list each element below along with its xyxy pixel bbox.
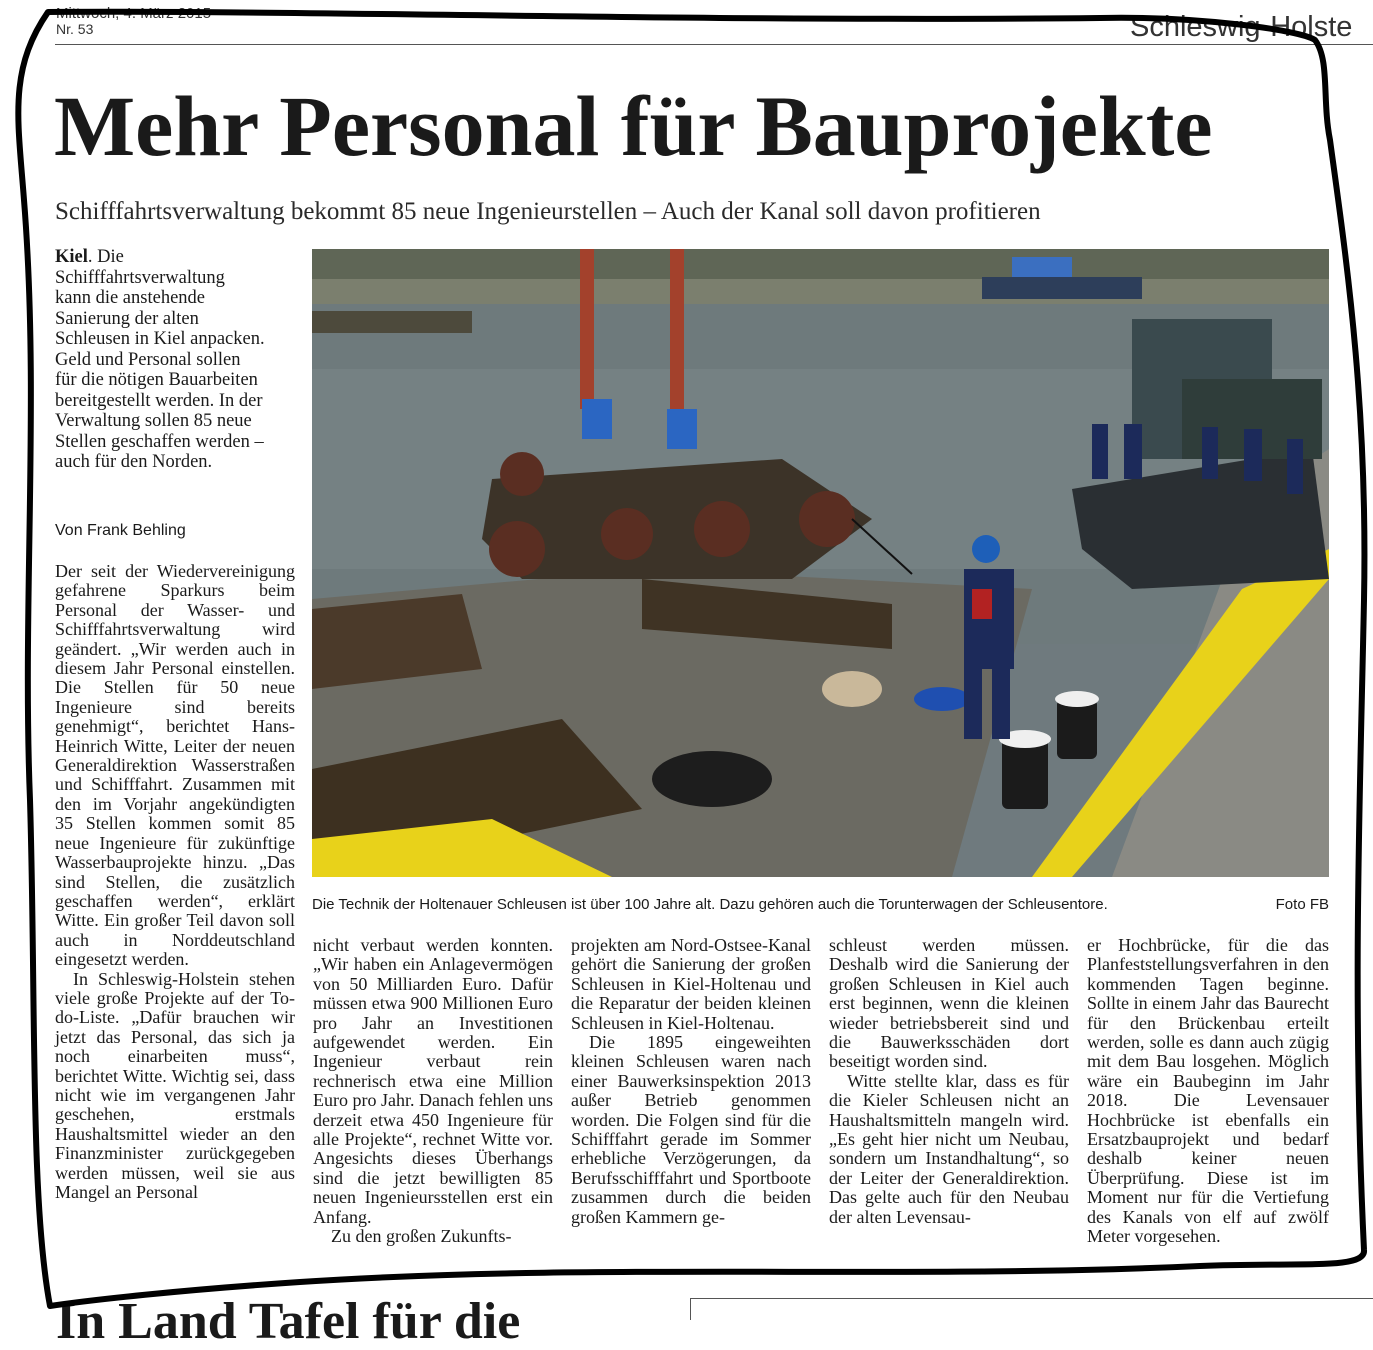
date-line: Mittwoch, 4. März 2015: [56, 5, 212, 22]
column-1-paragraph-1: Der seit der Wiedervereinigung gefahrene Sparkurs beim Personal der Wasser- und Schifffahrtsverwaltung wird geändert. „Wir werden auch in diesem Jahr Personal einstellen. Die Stellen für 50 neue Ingenieure sind bereits genehmigt“, berichtet Hans-Heinrich Witte, Leiter der neuen Generaldirektion Wasserstraßen und Schifffahrt. Zusammen mit den im Vorjahr angekündigten 35 Stellen kommen somit 85 neue Ingenieure für zukünftige Wasserbauprojekte hinzu. „Das sind Stellen, die zusätzlich geschaffen werden“, erklärt Witte. Ein großer Teil davon soll auch in Norddeutschland eingesetzt werden.: [55, 561, 295, 970]
column-4-paragraph-2: Witte stellte klar, dass es für die Kieler Schleusen nicht an Haushaltsmitteln mangeln wird. „Es geht hier nicht um Neubau, sondern um Instandhaltung“, so der Leiter der Generaldirektion. Das gelte auch für den Neubau der alten Levensau-: [829, 1070, 1069, 1227]
column-4-paragraph-1: schleust werden müssen. Deshalb wird die Sanierung der großen Schleusen in Kiel auch erst beginnen, wenn die kleinen wieder betriebsbereit sind und die Bauwerksschäden dort beseitigt worden sind.: [829, 935, 1069, 1072]
column-2-paragraph-2: Zu den großen Zukunfts-: [331, 1226, 512, 1247]
column-3-paragraph-2: Die 1895 eingeweihten kleinen Schleusen waren nach einer Bauwerksinspektion 2013 außer Betrieb genommen worden. Die Folgen sind für die Schifffahrt gerade im Sommer erhebliche Verzögerungen, da Berufsschifffahrt und Sportboote zusammen durch die beiden großen Kammern ge-: [571, 1032, 811, 1227]
next-article-headline: In Land Tafel für die: [56, 1293, 521, 1350]
column-1-paragraph-2: In Schleswig-Holstein stehen viele große Projekte auf der To-do-Liste. „Dafür brauchen wir jetzt das Personal, das sich ja noch einarbeiten muss“, berichtet Witte. Wichtig sei, dass nicht wie im vergangenen Jahr geschehen, erstmals Haushaltsmittel wieder an den Finanzminister zurückgegeben werden müssen, weil sie aus Mangel an Personal: [55, 968, 295, 1202]
lead-text: . Die Schifffahrtsverwaltung kann die anstehende Sanierung der alten Schleusen in Kiel anpacken. Geld und Personal sollen für die nötigen Bauarbeiten bereitgestellt werden. In der Verwaltung sollen 85 neue Stellen geschaffen werden – auch für den Norden.: [55, 247, 265, 472]
caption-text: Die Technik der Holtenauer Schleusen ist über 100 Jahre alt. Dazu gehören auch die Torunterwagen der Schleusentore.: [312, 896, 1108, 913]
article-headline: Mehr Personal für Bauprojekte: [54, 78, 1213, 174]
section-title: Schleswig-Holste: [1130, 11, 1353, 43]
column-2-paragraph-1: nicht verbaut werden konnten. „Wir haben ein Anlagevermögen von 50 Milliarden Euro. Dafür müssen etwa 900 Millionen Euro pro Jahr an Investitionen aufgewendet werden. Ein Ingenieur verbaut rein rechnerisch etwa eine Million Euro pro Jahr. Danach fehlen uns derzeit etwa 450 Ingenieure für alle Projekte“, rechnet Witte vor. Angesichts dieses Überhangs sind die jetzt bewilligten 85 neuen Ingenieursstellen erst ein Anfang.: [313, 935, 553, 1227]
marker-loop: [18, 12, 1364, 1306]
issue-number: Nr. 53: [56, 21, 94, 37]
column-3-paragraph-1: projekten am Nord-Ostsee-Kanal gehört die Sanierung der großen Schleusen in Kiel-Holtenau und die Reparatur der beiden kleinen Schleusen in Kiel-Holtenau.: [571, 935, 811, 1033]
column-5-paragraph-1: er Hochbrücke, für die das Planfeststellungsverfahren in den kommenden Tagen beginne. Sollte in einem Jahr das Baurecht für den Brückenbau erteilt werden, solle es dann auch zügig mit dem Bau losgehen. Möglich wäre ein Baubeginn im Jahr 2018. Die Levensauer Hochbrücke ist ebenfalls ein Ersatzbauprojekt und bedarf deshalb keiner neuen Überprüfung. Diese ist im Moment nur für die Vertiefung des Kanals von elf auf zwölf Meter vorgesehen.: [1087, 935, 1329, 1247]
byline: Von Frank Behling: [55, 522, 186, 539]
photo-credit: Foto FB: [1275, 896, 1329, 913]
article-subheadline: Schifffahrtsverwaltung bekommt 85 neue Ingenieurstellen – Auch der Kanal soll davon profitieren: [55, 198, 1041, 225]
lead-place: Kiel: [55, 247, 88, 267]
